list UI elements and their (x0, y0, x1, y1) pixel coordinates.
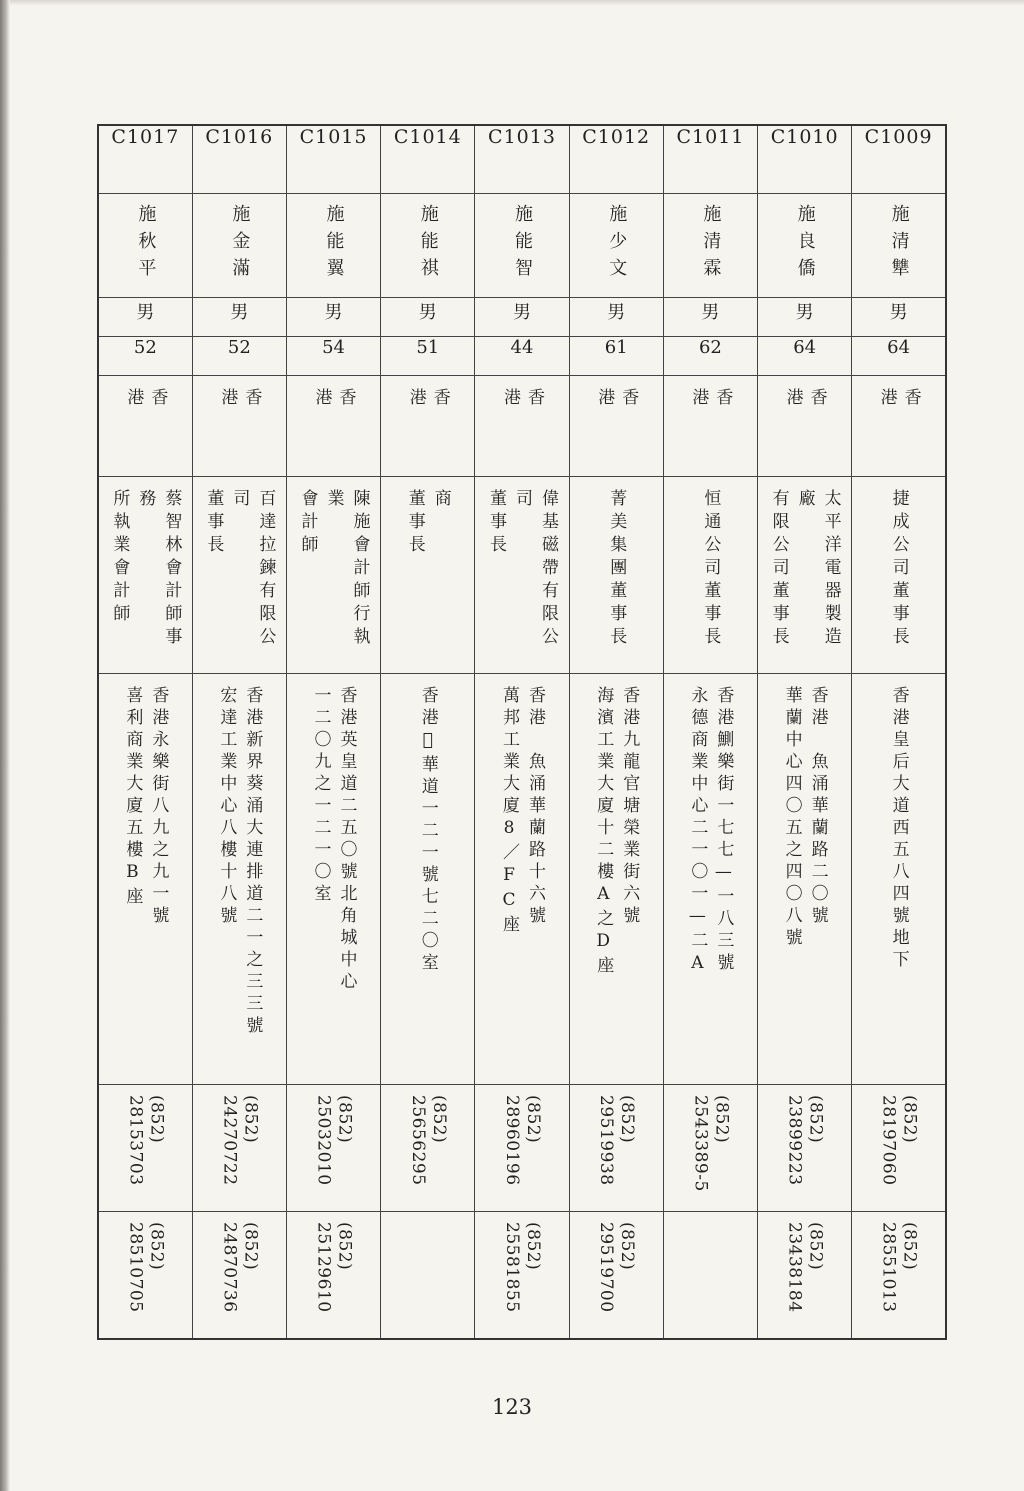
member-sex: 男 (136, 302, 155, 323)
place-cell (663, 376, 757, 477)
member-code-cell (192, 125, 286, 194)
address-text (590, 686, 642, 978)
fax-cell (569, 1212, 663, 1340)
sex-cell (192, 298, 286, 337)
member-age: 54 (322, 337, 345, 358)
member-name: 施能智 (511, 204, 533, 285)
row-occupation (98, 477, 946, 674)
address-line: 香港 魚涌華蘭路十六號 (524, 686, 545, 928)
telephone-number: (852) 2543389-5 (690, 1095, 732, 1192)
address-cell (192, 674, 286, 1085)
member-sex: 男 (889, 302, 908, 323)
fax-cell (286, 1212, 380, 1340)
telephone-number: (852) 28960196 (501, 1095, 543, 1186)
address-line: 香港鰂樂街一七七—一八三號 (713, 686, 734, 975)
row-place (98, 376, 946, 477)
member-sex: 男 (512, 302, 531, 323)
occupation-line: 董事長 (404, 489, 425, 558)
row-address (98, 674, 946, 1085)
age-cell (475, 337, 569, 376)
sex-cell (758, 298, 852, 337)
occupation-text (106, 489, 184, 669)
member-age: 64 (887, 337, 911, 358)
name-cell (475, 194, 569, 298)
occupation-line: 有限公司董事長 (768, 489, 789, 650)
address-text (213, 686, 265, 1038)
address-line: 香港 魚涌華蘭路二〇號 (807, 686, 828, 928)
telephone-cell (475, 1085, 569, 1212)
name-cell (381, 194, 475, 298)
member-directory-table (97, 124, 947, 1340)
occupation-cell (475, 477, 569, 674)
telephone-cell (663, 1085, 757, 1212)
fax-cell (663, 1212, 757, 1340)
member-code: C1014 (393, 126, 462, 148)
occupation-line: 捷成公司董事長 (888, 489, 909, 650)
fax-cell (381, 1212, 475, 1340)
occupation-cell (663, 477, 757, 674)
member-code: C1010 (770, 126, 839, 148)
address-text (415, 686, 441, 975)
member-code: C1017 (111, 126, 180, 148)
address-line: 香港英皇道二五〇號北角城中心 (336, 686, 357, 994)
place-cell (852, 376, 946, 477)
occupation-line: 太平洋電器製造廠 (794, 489, 841, 650)
name-cell (663, 194, 757, 298)
member-name: 施清霖 (700, 204, 722, 285)
member-code-cell (569, 125, 663, 194)
member-age: 61 (604, 337, 628, 358)
member-name: 施少文 (606, 204, 628, 285)
member-code-cell (381, 125, 475, 194)
member-place: 香港 (311, 388, 356, 443)
member-code: C1009 (864, 126, 933, 148)
address-line: 香港新界葵涌大連排道二一之三三號 (242, 686, 263, 1038)
telephone-number: (852) 25032010 (313, 1095, 355, 1186)
name-cell (569, 194, 663, 298)
telephone-cell (381, 1085, 475, 1212)
page-top-shadow (10, 0, 1024, 6)
address-line: 永德商業中心二一〇一—二A (687, 686, 708, 978)
place-cell (475, 376, 569, 477)
sex-cell (98, 298, 192, 337)
member-place: 香港 (876, 388, 921, 443)
address-line: 一二〇九之一二一〇室 (310, 686, 331, 906)
row-sex (98, 298, 946, 337)
member-age: 52 (133, 337, 157, 358)
age-cell (569, 337, 663, 376)
address-cell (569, 674, 663, 1085)
telephone-number: (852) 23899223 (784, 1095, 826, 1186)
occupation-line: 董事長 (485, 489, 506, 558)
fax-number: (852) 23438184 (784, 1222, 826, 1313)
place-cell (381, 376, 475, 477)
address-cell (663, 674, 757, 1085)
address-cell (852, 674, 946, 1085)
fax-number: (852) 28551013 (878, 1222, 920, 1313)
address-line: 香港𣼭華道一二一號七二〇室 (417, 686, 438, 975)
member-code: C1012 (582, 126, 651, 148)
member-place: 香港 (499, 388, 544, 443)
member-sex: 男 (795, 302, 814, 323)
occupation-line: 偉基磁帶有限公司 (511, 489, 558, 650)
address-text (308, 686, 360, 994)
occupation-cell (286, 477, 380, 674)
address-text (886, 686, 912, 972)
member-name: 施清犨 (888, 204, 910, 285)
age-cell (192, 337, 286, 376)
member-age: 52 (227, 337, 251, 358)
telephone-number: (852) 28197060 (878, 1095, 920, 1186)
member-age: 44 (510, 337, 534, 358)
page-number: 123 (491, 1395, 533, 1419)
age-cell (286, 337, 380, 376)
member-code: C1013 (488, 126, 556, 148)
member-sex: 男 (418, 302, 437, 323)
member-age: 64 (793, 337, 817, 358)
occupation-cell (98, 477, 192, 674)
address-cell (286, 674, 380, 1085)
fax-number: (852) 28510705 (125, 1222, 167, 1313)
member-place: 香港 (594, 388, 639, 443)
address-cell (381, 674, 475, 1085)
fax-cell (475, 1212, 569, 1340)
address-text (119, 686, 171, 928)
address-text (496, 686, 548, 937)
occupation-text (402, 489, 454, 558)
place-cell (98, 376, 192, 477)
member-code-cell (852, 125, 946, 194)
place-cell (758, 376, 852, 477)
place-cell (286, 376, 380, 477)
member-name: 施秋平 (135, 204, 157, 285)
occupation-text (766, 489, 844, 669)
address-line: 香港皇后大道西五八四號地下 (888, 686, 909, 972)
age-cell (381, 337, 475, 376)
age-cell (758, 337, 852, 376)
occupation-text (603, 489, 629, 650)
sex-cell (475, 298, 569, 337)
occupation-cell (192, 477, 286, 674)
member-place: 香港 (405, 388, 450, 443)
occupation-line: 陳施會計師行執業 (323, 489, 370, 650)
row-age (98, 337, 946, 376)
telephone-cell (192, 1085, 286, 1212)
occupation-line: 董事長 (203, 489, 224, 558)
member-sex: 男 (324, 302, 343, 323)
occupation-line: 商 (430, 489, 451, 512)
member-sex: 男 (701, 302, 720, 323)
member-code: C1011 (676, 126, 745, 148)
member-place: 香港 (123, 388, 168, 443)
member-name: 施能翼 (323, 204, 345, 285)
address-text (684, 686, 736, 978)
fax-cell (192, 1212, 286, 1340)
sex-cell (852, 298, 946, 337)
occupation-text (295, 489, 373, 669)
member-sex: 男 (607, 302, 626, 323)
occupation-cell (758, 477, 852, 674)
member-code: C1015 (299, 126, 368, 148)
sex-cell (381, 298, 475, 337)
fax-number: (852) 24870736 (219, 1222, 261, 1313)
fax-number: (852) 29519700 (596, 1222, 638, 1313)
telephone-number: (852) 25656295 (407, 1095, 449, 1186)
page-binding-edge (0, 0, 10, 1491)
occupation-cell (569, 477, 663, 674)
row-telephone (98, 1085, 946, 1212)
telephone-cell (852, 1085, 946, 1212)
address-line: 海濱工業大廈十二樓A之D座 (593, 686, 614, 978)
place-cell (569, 376, 663, 477)
occupation-cell (381, 477, 475, 674)
occupation-line: 百達拉鍊有限公司 (229, 489, 276, 650)
occupation-line: 會計師 (297, 489, 318, 558)
member-code-cell (663, 125, 757, 194)
address-line: 華蘭中心四〇五之四〇八號 (781, 686, 802, 950)
occupation-cell (852, 477, 946, 674)
fax-number: (852) 25581855 (501, 1222, 543, 1313)
occupation-text (886, 489, 912, 650)
telephone-cell (569, 1085, 663, 1212)
member-place: 香港 (217, 388, 262, 443)
occupation-line: 蔡智林會計師事務 (135, 489, 182, 650)
age-cell (663, 337, 757, 376)
name-cell (286, 194, 380, 298)
telephone-cell (98, 1085, 192, 1212)
sex-cell (663, 298, 757, 337)
address-line: 萬邦工業大廈8／FC座 (498, 686, 519, 937)
age-cell (98, 337, 192, 376)
member-code-cell (758, 125, 852, 194)
sex-cell (569, 298, 663, 337)
fax-number: (852) 25129610 (313, 1222, 355, 1313)
age-cell (852, 337, 946, 376)
occupation-text (483, 489, 561, 669)
place-cell (192, 376, 286, 477)
name-cell (852, 194, 946, 298)
name-cell (98, 194, 192, 298)
name-cell (758, 194, 852, 298)
telephone-number: (852) 28153703 (125, 1095, 167, 1186)
address-line: 香港永樂街八九之九一號 (148, 686, 169, 928)
member-name: 施良僑 (794, 204, 816, 285)
telephone-number: (852) 29519938 (596, 1095, 638, 1186)
name-cell (192, 194, 286, 298)
member-code: C1016 (205, 126, 274, 148)
telephone-number: (852) 24270722 (219, 1095, 261, 1186)
row-fax (98, 1212, 946, 1340)
row-member-code (98, 125, 946, 194)
fax-cell (852, 1212, 946, 1340)
sex-cell (286, 298, 380, 337)
member-code-cell (286, 125, 380, 194)
row-name (98, 194, 946, 298)
address-cell (758, 674, 852, 1085)
member-name: 施能祺 (417, 204, 439, 285)
member-place: 香港 (782, 388, 827, 443)
address-text (779, 686, 831, 950)
telephone-cell (758, 1085, 852, 1212)
address-line: 香港九龍官塘榮業街六號 (619, 686, 640, 928)
address-cell (475, 674, 569, 1085)
telephone-cell (286, 1085, 380, 1212)
member-age: 51 (416, 337, 440, 358)
member-age: 62 (698, 337, 722, 358)
member-code-cell (98, 125, 192, 194)
address-cell (98, 674, 192, 1085)
occupation-text (200, 489, 278, 669)
occupation-line: 恒通公司董事長 (700, 489, 721, 650)
fax-cell (758, 1212, 852, 1340)
occupation-text (697, 489, 723, 650)
occupation-line: 菁美集團董事長 (606, 489, 627, 650)
address-line: 喜利商業大廈五樓B座 (122, 686, 143, 909)
member-sex: 男 (230, 302, 249, 323)
member-name: 施金滿 (229, 204, 251, 285)
member-place: 香港 (688, 388, 733, 443)
fax-cell (98, 1212, 192, 1340)
occupation-line: 所執業會計師 (109, 489, 130, 627)
member-code-cell (475, 125, 569, 194)
address-line: 宏達工業中心八樓十八號 (216, 686, 237, 928)
